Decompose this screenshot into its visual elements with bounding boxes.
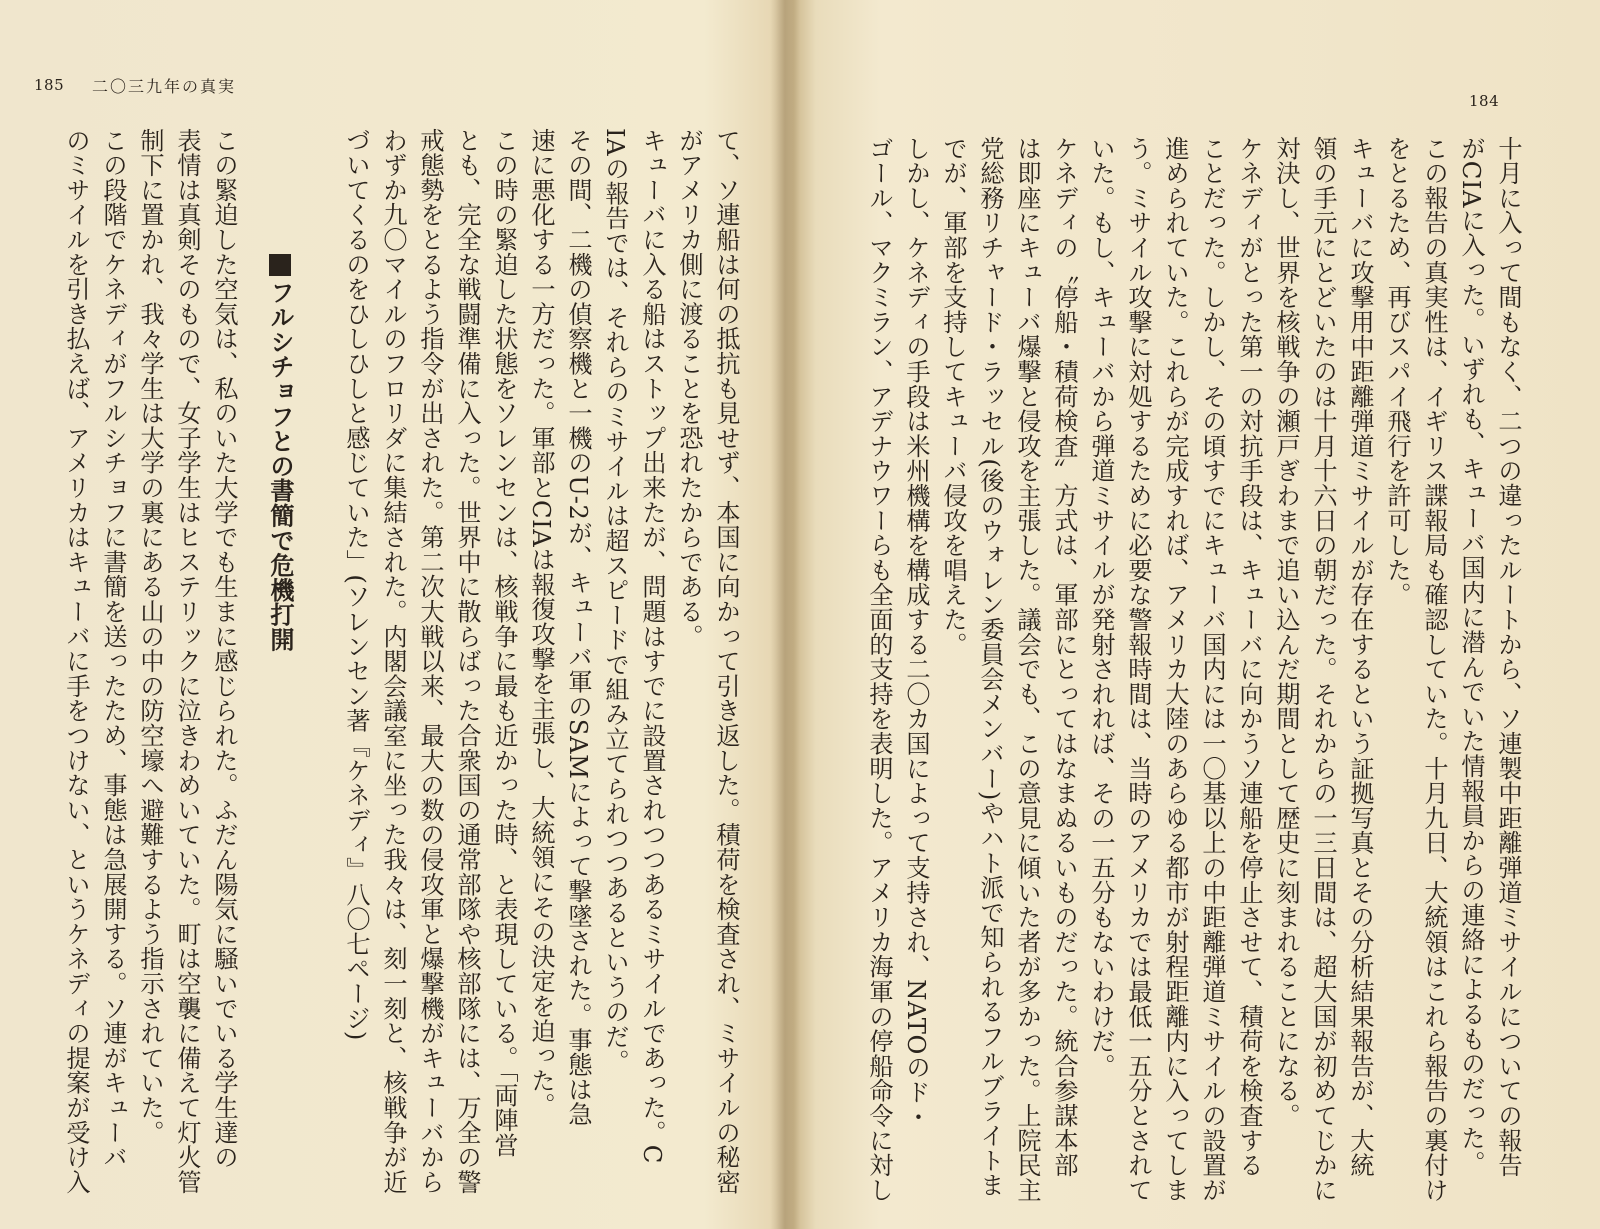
text-line: しかし、ケネディの手段は米州機構を構成する二〇カ国によって支持され、NATOのド・ [902, 136, 930, 1130]
text-line: ケネディがとった第一の対抗手段は、キューバに向かうソ連船を停止させて、積荷を検査する [1235, 136, 1263, 1178]
text-line: キューバに入る船はストップ出来たが、問題はすでに設置されつつあるミサイルであった。C [638, 128, 666, 1164]
left-page [0, 0, 784, 1229]
text-line: 速に悪化する一方だった。軍部とCIAは報復攻撃を主張し、大統領にその決定を迫った。 [527, 128, 555, 1118]
running-head: 二〇三九年の真実 [92, 77, 237, 96]
text-line: 制下に置かれ、我々学生は大学の裏にある山の中の防空壕へ避難するよう指示されていた。 [136, 128, 164, 1145]
text-line: わずか九〇マイルのフロリダに集結された。内閣会議室に坐った我々は、刻一刻と、核戦争が近 [379, 128, 407, 1195]
text-line: ゴール、マクミラン、アデナウワーらも全面的支持を表明した。アメリカ海軍の停船命令に対し [865, 136, 893, 1203]
text-line: キューバに攻撃用中距離弾道ミサイルが存在するという証拠写真とその分析結果報告が、大統 [1346, 136, 1374, 1178]
text-line: IAの報告では、それらのミサイルは超スピードで組み立てられつつあるというのだ。 [601, 128, 629, 1074]
text-line: がCIAに入った。いずれも、キューバ国内に潜んでいた情報員からの連絡によるものだった。 [1457, 136, 1485, 1176]
text-line: をとるため、再びスパイ飛行を許可した。 [1383, 136, 1411, 608]
text-line: 表情は真剣そのもので、女子学生はヒステリックに泣きわめいていた。町は空襲に備えて灯火管 [173, 128, 201, 1195]
text-line: 十月に入って間もなく、二つの違ったルートから、ソ連製中距離弾道ミサイルについての報告 [1494, 136, 1522, 1178]
text-line: 戒態勢をとるよう指令が出された。第二次大戦以来、最大の数の侵攻軍と爆撃機がキューバから [416, 128, 444, 1195]
text-line: 進められていた。これらが完成すれば、アメリカ大陸のあらゆる都市が射程距離内に入ってしま [1161, 136, 1189, 1203]
heading-square-icon [269, 254, 291, 276]
text-line: この報告の真実性は、イギリス諜報局も確認していた。十月九日、大統領はこれら報告の裏付け [1420, 136, 1448, 1203]
right-body-text [860, 136, 1526, 1216]
left-page-number: 185 [34, 76, 65, 94]
text-line: て、ソ連船は何の抵抗も見せず、本国に向かって引き返した。積荷を検査され、ミサイルの秘密 [712, 128, 740, 1195]
text-line: 対決し、世界を核戦争の瀬戸ぎわまで追い込んだ期間として歴史に刻まれることになる。 [1272, 136, 1300, 1128]
text-line: いた。もし、キューバから弾道ミサイルが発射されれば、その一五分もないわけだ。 [1087, 136, 1115, 1079]
text-line: とも、完全な戦闘準備に入った。世界中に散らばった合衆国の通常部隊や核部隊には、万全の警 [453, 128, 481, 1195]
text-line: がアメリカ側に渡ることを恐れたからである。 [675, 128, 703, 649]
text-line: のミサイルを引き払えば、アメリカはキューバに手をつけない、というケネディの提案が受け入 [62, 128, 90, 1195]
text-line: この時の緊迫した状態をソレンセンは、核戦争に最も近かった時、と表現している。「両陣営 [490, 128, 518, 1158]
text-line: づいてくるのをひしひしと感じていた」(ソレンセン著『ケネディ』八〇七ページ) [342, 128, 370, 1041]
text-line: この段階でケネディがフルシチョフに書簡を送ったため、事態は急展開する。ソ連がキューバ [99, 128, 127, 1170]
text-line: ことだった。しかし、その頃すでにキューバ国内には一〇基以上の中距離弾道ミサイルの設置が [1198, 136, 1226, 1203]
text-line: う。ミサイル攻撃に対処するために必要な警報時間は、当時のアメリカでは最低一五分とされて [1124, 136, 1152, 1203]
text-line: 領の手元にとどいたのは十月十六日の朝だった。それからの一三日間は、超大国が初めてじかに [1309, 136, 1337, 1203]
left-body-text [57, 128, 744, 1208]
text-line: この緊迫した空気は、私のいた大学でも生まに感じられた。ふだん陽気に騒いでいる学生達の [210, 128, 238, 1170]
right-page [784, 0, 1600, 1229]
right-page-number: 184 [1469, 92, 1500, 110]
text-line: その間、二機の偵察機と一機のU-2が、キューバ軍のSAMによって撃墜された。事態は急 [564, 128, 592, 1127]
section-heading [262, 128, 299, 1208]
text-line: ケネディの〝停船・積荷検査〟方式は、軍部にとってはなまぬるいものだった。統合参謀本部 [1050, 136, 1078, 1178]
text-line: 党総務リチャード・ラッセル(後のウォレン委員会メンバー)やハト派で知られるフルブライトま [976, 136, 1004, 1198]
text-line: でが、軍部を支持してキューバ侵攻を唱えた。 [939, 136, 967, 657]
section-heading-text: フルシチョフとの書簡で危機打開 [266, 280, 295, 652]
text-line: は即座にキューバ爆撃と侵攻を主張した。議会でも、この意見に傾いた者が多かった。上院民主 [1013, 136, 1041, 1203]
